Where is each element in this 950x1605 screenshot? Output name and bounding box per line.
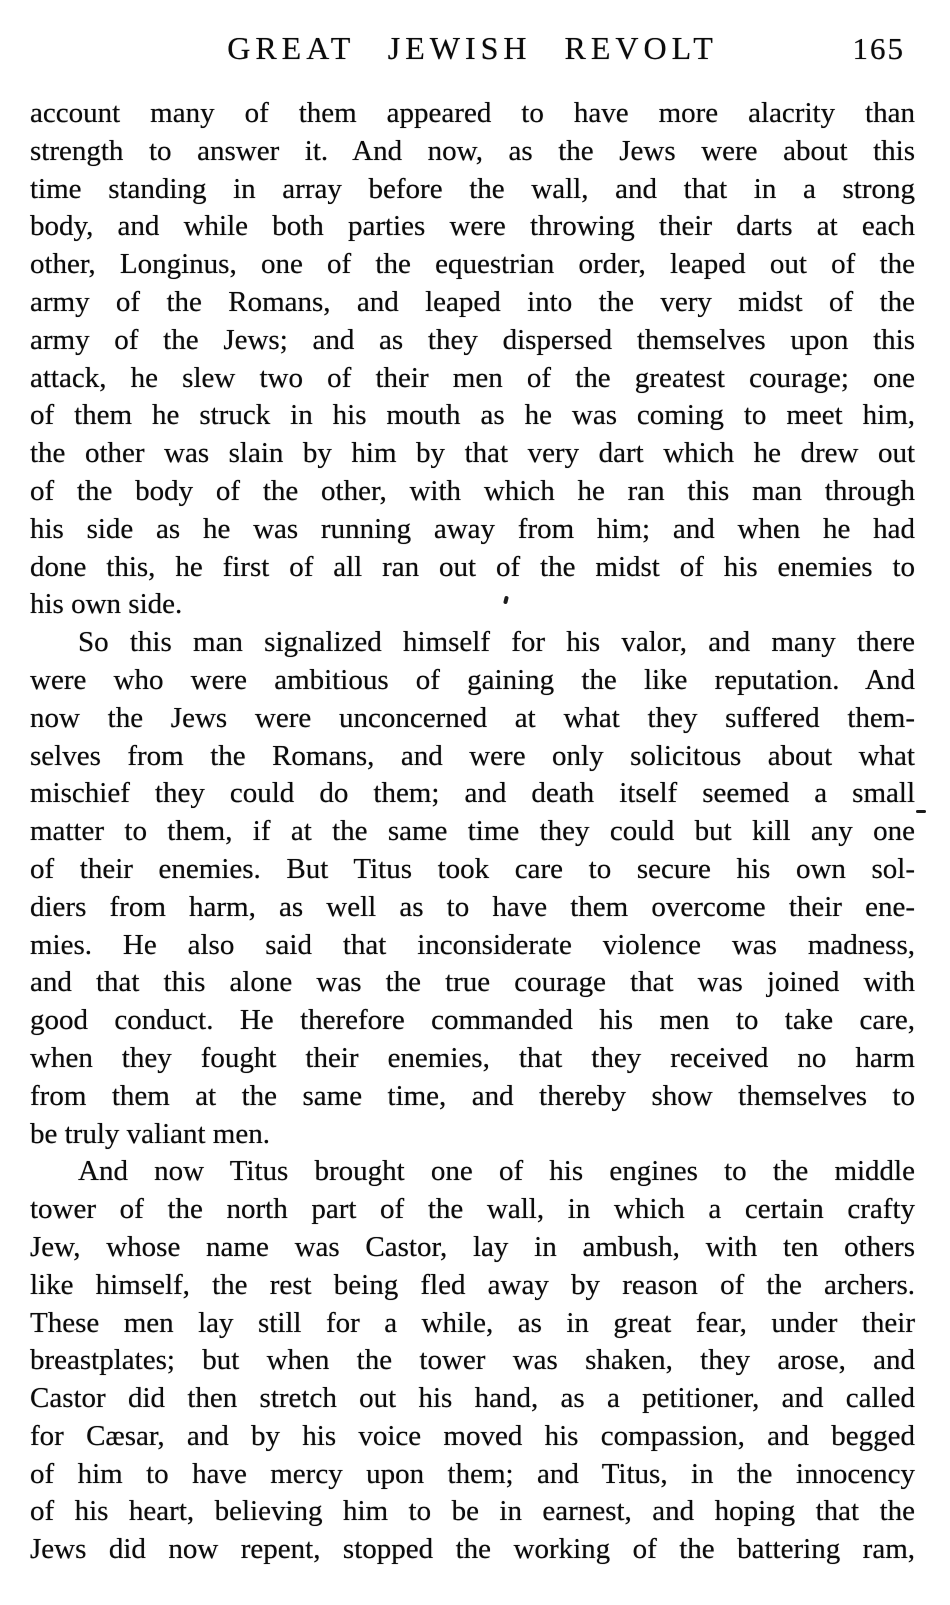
ink-speck bbox=[916, 810, 926, 813]
paragraph bbox=[30, 1153, 915, 1569]
text-line: selves from the Romans, and were only solicitous about what bbox=[30, 739, 915, 772]
text-line: when they fought their enemies, that they received no harm bbox=[30, 1041, 915, 1074]
text-line: Castor did then stretch out his hand, as a petitioner, and called bbox=[30, 1382, 915, 1415]
text-line: time standing in array before the wall, and that in a strong bbox=[30, 172, 915, 205]
text-line: matter to them, if at the same time they could but kill any one bbox=[30, 815, 915, 848]
text-line: be truly valiant men. bbox=[30, 1117, 270, 1150]
text-line: his own side. bbox=[30, 588, 183, 621]
paragraph bbox=[30, 624, 915, 1153]
text-line: and that this alone was the true courage that was joined with bbox=[30, 966, 915, 999]
text-line: breastplates; but when the tower was shaken, they arose, and bbox=[30, 1344, 915, 1377]
text-line: strength to answer it. And now, as the Jews were about this bbox=[30, 134, 915, 167]
running-head-title: GREAT JEWISH REVOLT bbox=[227, 30, 718, 66]
text-line: mies. He also said that inconsiderate violence was madness, bbox=[30, 928, 915, 961]
text-line: now the Jews were unconcerned at what they suffered them- bbox=[30, 701, 915, 734]
text-line: of them he struck in his mouth as he was coming to meet him, bbox=[30, 399, 915, 432]
page-header bbox=[30, 30, 915, 70]
text-line: These men lay still for a while, as in great fear, under their bbox=[30, 1306, 915, 1339]
text-line: other, Longinus, one of the equestrian order, leaped out of the bbox=[30, 248, 915, 281]
text-line: mischief they could do them; and death itself seemed a small bbox=[30, 777, 915, 810]
text-line: attack, he slew two of their men of the greatest courage; one bbox=[30, 361, 915, 394]
text-line: diers from harm, as well as to have them overcome their ene- bbox=[30, 890, 915, 923]
text-line: So this man signalized himself for his valor, and many there bbox=[78, 626, 915, 659]
text-line: army of the Romans, and leaped into the very midst of the bbox=[30, 285, 915, 318]
text-line: of the body of the other, with which he ran this man through bbox=[30, 474, 915, 507]
text-line: Jews did now repent, stopped the working of the battering ram, bbox=[30, 1533, 915, 1566]
text-line: done this, he first of all ran out of the midst of his enemies to bbox=[30, 550, 915, 583]
text-line: of his heart, believing him to be in earnest, and hoping that the bbox=[30, 1495, 915, 1528]
page-number: 165 bbox=[852, 31, 905, 66]
text-line: the other was slain by him by that very dart which he drew out bbox=[30, 437, 915, 470]
text-line: of their enemies. But Titus took care to secure his own sol- bbox=[30, 852, 915, 885]
page-body bbox=[30, 95, 915, 1569]
paragraph bbox=[30, 95, 915, 624]
text-line: like himself, the rest being fled away by reason of the archers. bbox=[30, 1268, 915, 1301]
text-line: Jew, whose name was Castor, lay in ambush, with ten others bbox=[30, 1230, 915, 1263]
text-line: his side as he was running away from him; and when he had bbox=[30, 512, 915, 545]
text-line: And now Titus brought one of his engines to the middle bbox=[78, 1155, 915, 1188]
text-line: tower of the north part of the wall, in which a certain crafty bbox=[30, 1193, 915, 1226]
text-line: were who were ambitious of gaining the like reputation. And bbox=[30, 663, 915, 696]
text-line: good conduct. He therefore commanded his men to take care, bbox=[30, 1004, 915, 1037]
text-line: from them at the same time, and thereby show themselves to bbox=[30, 1079, 915, 1112]
text-line: for Cæsar, and by his voice moved his compassion, and begged bbox=[30, 1419, 915, 1452]
text-line: of him to have mercy upon them; and Titus, in the innocency bbox=[30, 1457, 915, 1490]
text-line: army of the Jews; and as they dispersed themselves upon this bbox=[30, 323, 915, 356]
text-line: account many of them appeared to have more alacrity than bbox=[30, 97, 915, 129]
text-line: body, and while both parties were throwing their darts at each bbox=[30, 210, 915, 243]
